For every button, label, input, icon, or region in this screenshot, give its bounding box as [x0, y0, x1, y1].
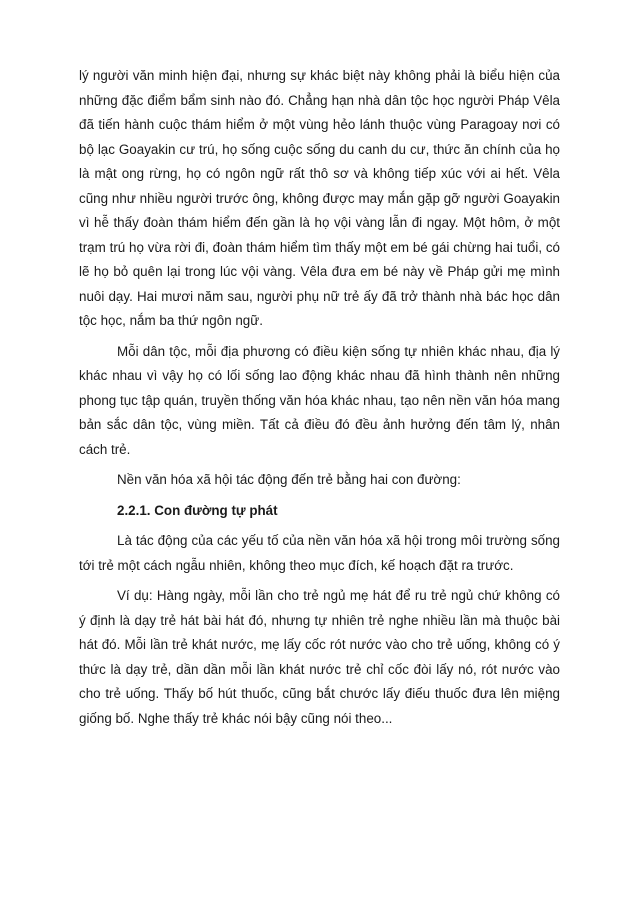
document-page: [79, 64, 560, 737]
paragraph-definition: Là tác động của các yếu tố của nền văn hóa xã hội trong môi trường sống tới trẻ một cách ngẫu nhiên, không theo mục đích, kế hoạch đặt ra trước.: [79, 533, 560, 573]
paragraph-continuation: lý người văn minh hiện đại, nhưng sự khác biệt này không phải là biểu hiện của những đặc điểm bẩm sinh nào đó. Chẳng hạn nhà dân tộc học người Pháp Vêla đã tiến hành cuộc thám hiểm ở một vùng hẻo lánh thuộc vùng Paragoay nơi có bộ lạc Goayakin cư trú, họ sống cuộc sống du canh du cư, thức ăn chính của họ là mật ong rừng, họ có ngôn ngữ rất thô sơ và không tiếp xúc với ai hết. Vêla cũng như nhiều người trước ông, không được may mắn gặp gỡ người Goayakin vì hễ thấy đoàn thám hiểm đến gần là họ vội vàng lẫn đi ngay. Một hôm, ở một trạm trú họ vừa rời đi, đoàn thám hiểm tìm thấy một em bé gái chừng hai tuổi, có lẽ họ bỏ quên lại trong lúc vội vàng. Vêla đưa em bé này về Pháp gửi mẹ mình nuôi dạy. Hai mươi năm sau, người phụ nữ trẻ ấy đã trở thành nhà bác học dân tộc học, nắm ba thứ ngôn ngữ.: [79, 68, 560, 328]
paragraph-example: Ví dụ: Hàng ngày, mỗi lần cho trẻ ngủ mẹ hát để ru trẻ ngủ chứ không có ý định là dạy trẻ hát bài hát đó, nhưng tự nhiên trẻ nghe nhiều lần mà thuộc bài hát đó. Mỗi lần trẻ khát nước, mẹ lấy cốc rót nước vào cho trẻ uống, không có ý thức là dạy trẻ, dần dần mỗi lần khát nước trẻ chỉ cốc đòi lấy nó, rót nước vào cho trẻ uống. Thấy bố hút thuốc, cũng bắt chước lấy điếu thuốc đưa lên miệng giống bố. Nghe thấy trẻ khác nói bậy cũng nói theo...: [79, 588, 560, 726]
section-heading: 2.2.1. Con đường tự phát: [117, 502, 278, 518]
paragraph-two-paths-intro: Nền văn hóa xã hội tác động đến trẻ bằng hai con đường:: [117, 472, 461, 487]
paragraph-culture-ethnicity: Mỗi dân tộc, mỗi địa phương có điều kiện sống tự nhiên khác nhau, địa lý khác nhau vì vậy họ có lối sống lao động khác nhau đã hình thành nên những phong tục tập quán, truyền thống văn hóa khác nhau, tạo nên nền văn hóa mang bản sắc dân tộc, vùng miền. Tất cả điều đó đều ảnh hưởng đến tâm lý, nhân cách trẻ.: [79, 343, 560, 457]
